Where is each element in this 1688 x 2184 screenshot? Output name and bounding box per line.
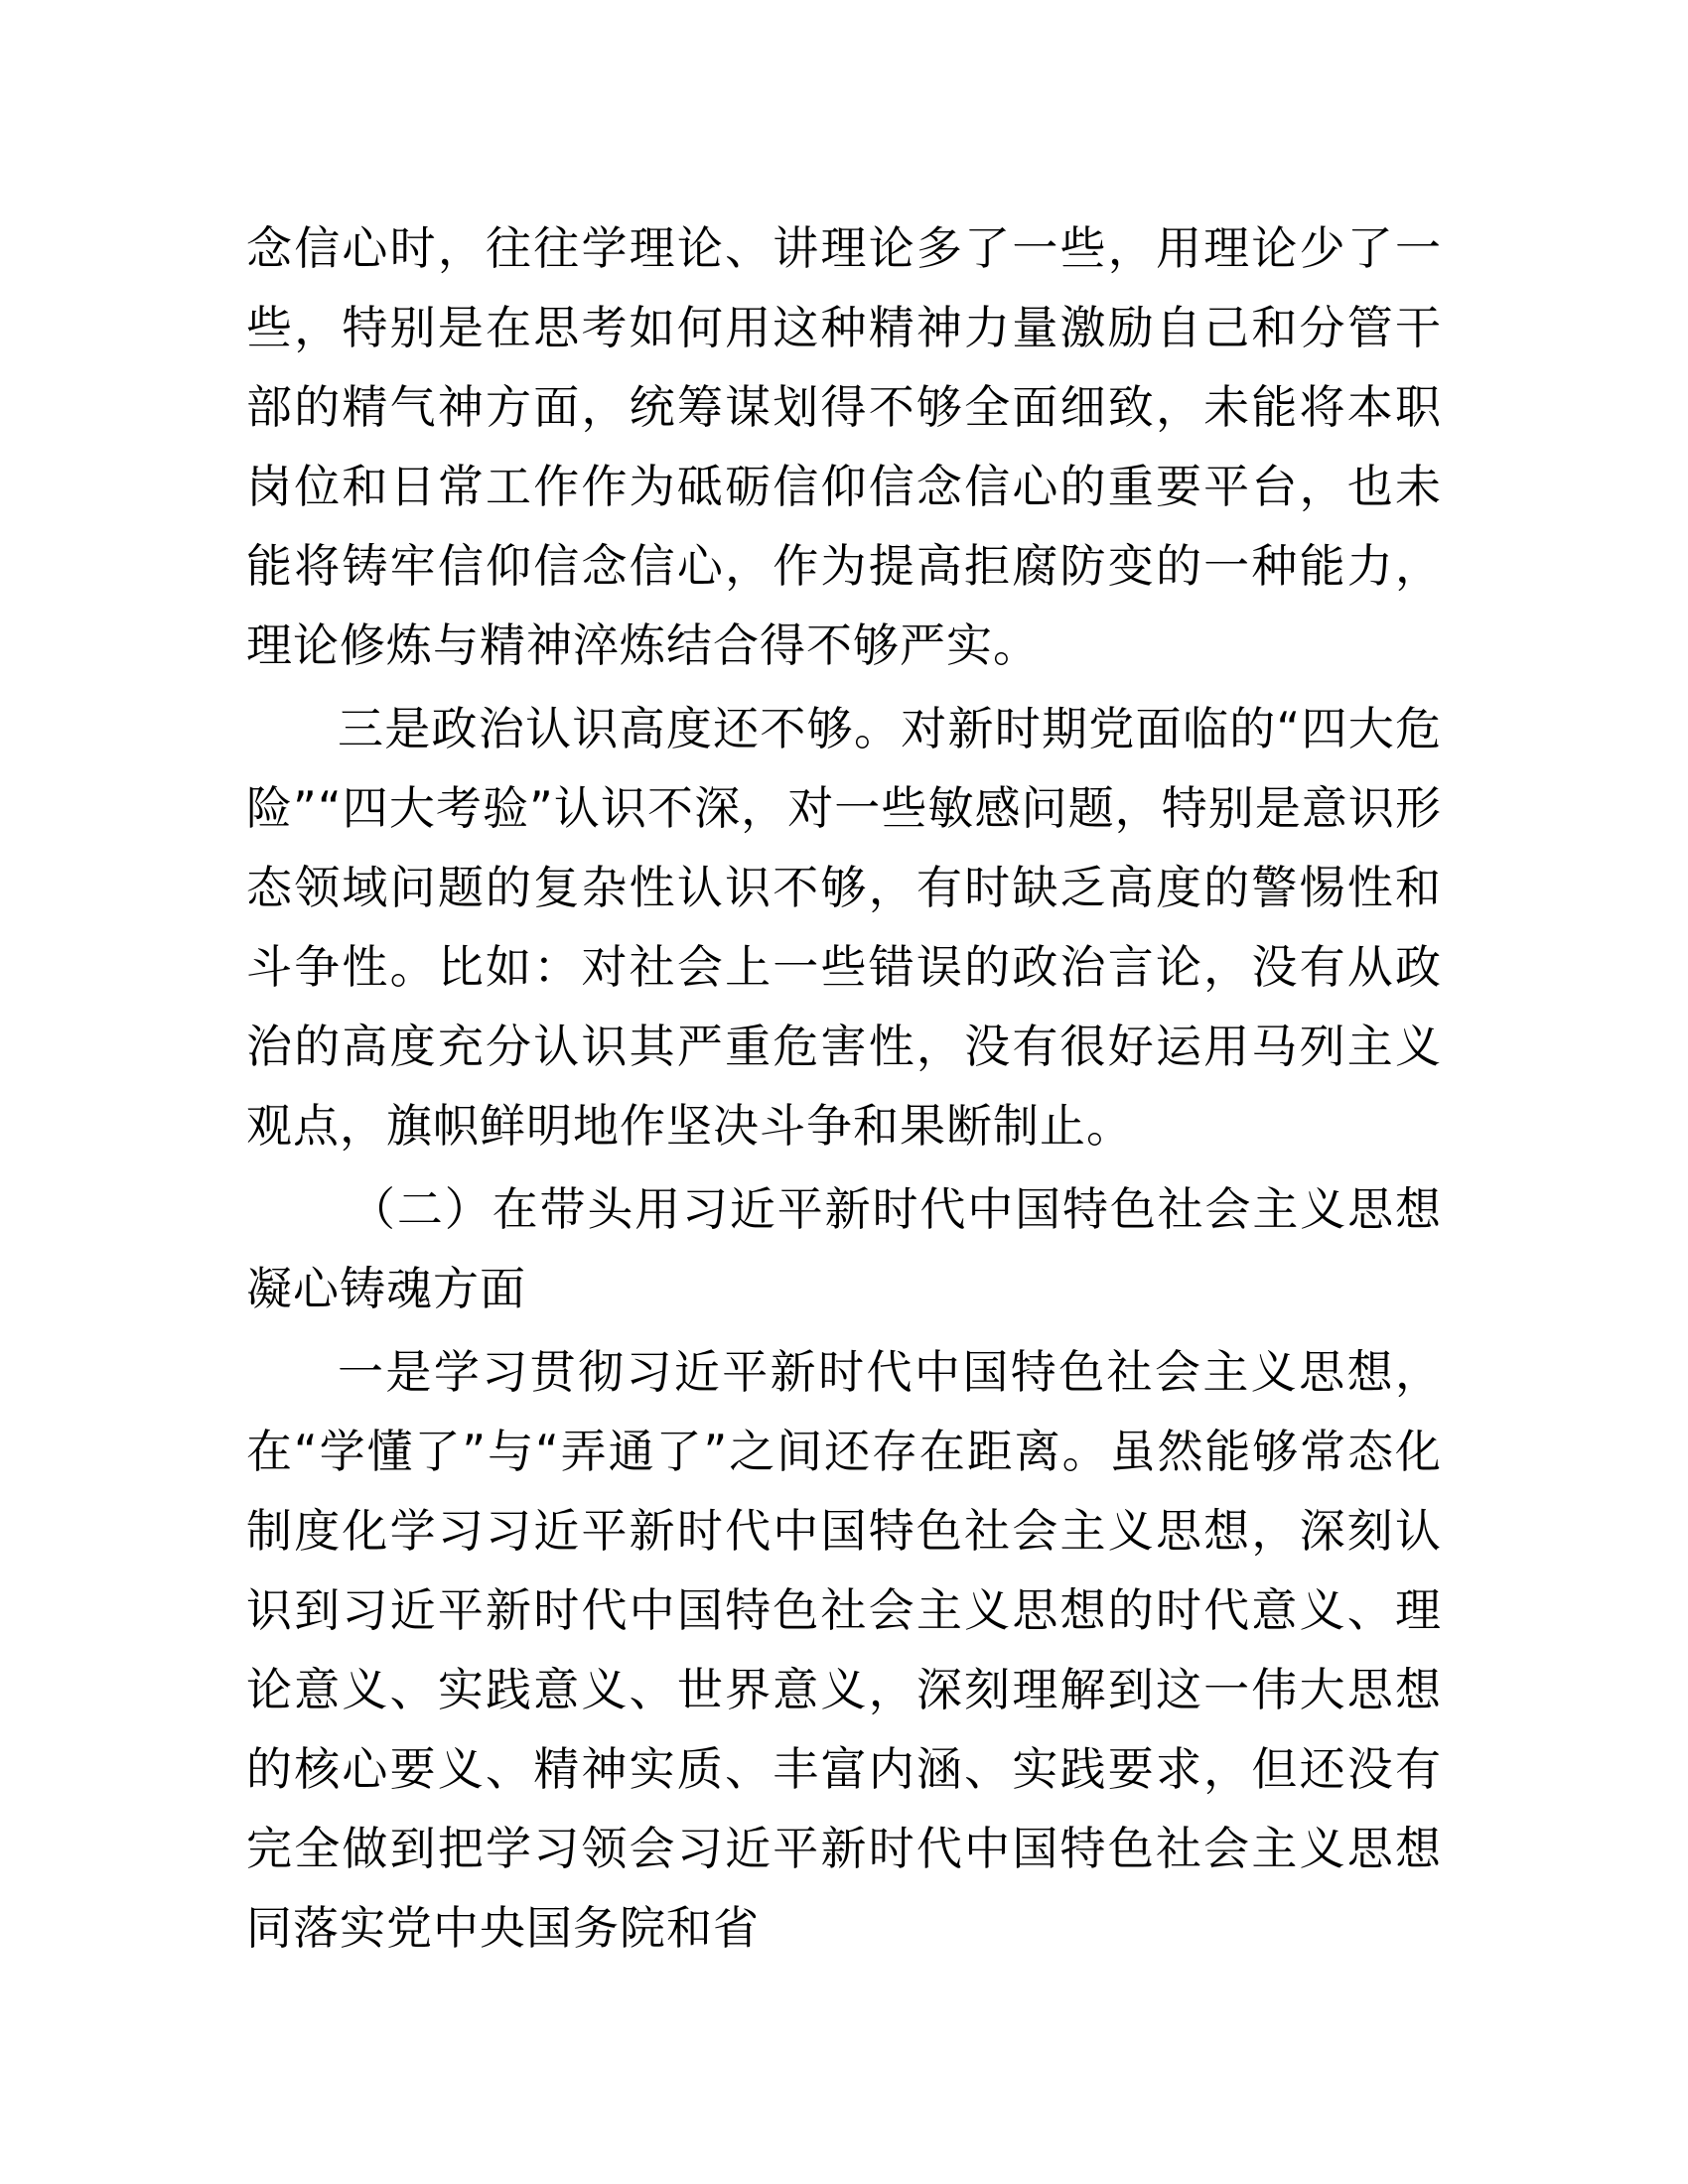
document-body <box>246 208 1442 1968</box>
paragraph-continuation: 念信心时，往往学理论、讲理论多了一些，用理论少了一些，特别是在思考如何用这种精神力量激励自己和分管干部的精气神方面，统筹谋划得不够全面细致，未能将本职岗位和日常工作作为砥砺信仰信念信心的重要平台，也未能将铸牢信仰信念信心，作为提高拒腐防变的一种能力，理论修炼与精神淬炼结合得不够严实。 <box>246 221 1442 672</box>
section-heading-two: （二）在带头用习近平新时代中国特色社会主义思想凝心铸魂方面 <box>246 1182 1442 1315</box>
paragraph-point-three: 三是政治认识高度还不够。对新时期党面临的“四大危险”“四大考验”认识不深，对一些敏感问题，特别是意识形态领域问题的复杂性认识不够，有时缺乏高度的警惕性和斗争性。比如：对社会上一些错误的政治言论，没有从政治的高度充分认识其严重危害性，没有很好运用马列主义观点，旗帜鲜明地作坚决斗争和果断制止。 <box>246 702 1442 1153</box>
paragraph-point-one: 一是学习贯彻习近平新时代中国特色社会主义思想，在“学懂了”与“弄通了”之间还存在距离。虽然能够常态化制度化学习习近平新时代中国特色社会主义思想，深刻认识到习近平新时代中国特色社会主义思想的时代意义、理论意义、实践意义、世界意义，深刻理解到这一伟大思想的核心要义、精神实质、丰富内涵、实践要求，但还没有完全做到把学习领会习近平新时代中国特色社会主义思想同落实党中央国务院和省 <box>246 1345 1442 1955</box>
